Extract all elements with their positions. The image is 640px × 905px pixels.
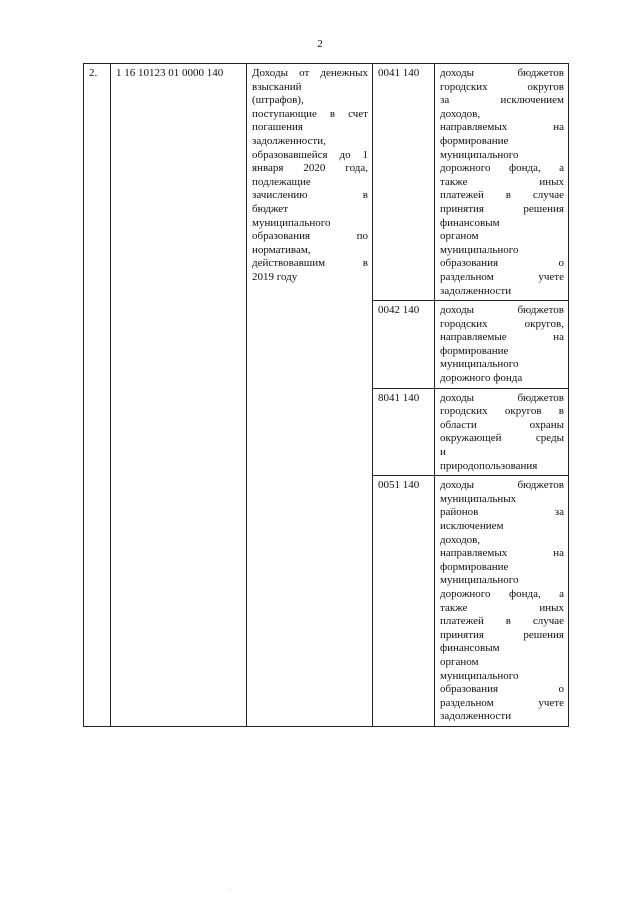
text-line: окружающей среды [440,432,564,445]
text-line: принятия решения [440,202,564,215]
budget-code-cell: 1 16 10123 01 0000 140 [111,64,247,727]
text-line: городских округов, [440,317,564,330]
text-line: за исключением [440,94,564,107]
subcode-description-cell [435,476,569,727]
text-line: муниципального [440,243,519,256]
subcode-description-text [440,304,564,386]
text-line: платежей в случае [440,189,564,202]
text-line: доходы бюджетов [440,479,564,492]
text-line: дорожного фонда [440,372,523,385]
revenue-name-text [252,67,368,285]
text-line: направляемые на [440,331,564,344]
text-line: дорожного фонда, а [440,587,564,600]
row-number-cell: 2. [84,64,111,727]
text-line: области охраны [440,418,564,431]
text-line: направляемых на [440,121,564,134]
text-line: направляемых на [440,547,564,560]
text-line: районов за [440,506,564,519]
text-line: Доходы от денежных [252,67,368,79]
text-line: погашения [252,121,303,134]
subcode-description-cell [435,64,569,301]
text-line: (штрафов), [252,94,304,107]
text-line: доходов, [440,107,481,120]
subcode-description-cell [435,301,569,389]
text-line: образования по [252,230,368,243]
text-line: муниципального [440,574,519,587]
subcode-cell: 0042 140 [373,301,435,389]
text-line: принятия решения [440,628,564,641]
text-line: муниципального [440,148,519,161]
text-line: финансовым [440,642,500,655]
text-line: действовавшим в [252,257,368,270]
bottom-mark: . [230,886,232,892]
table-row [84,64,569,301]
subcode-description-text [440,479,564,724]
text-line: платежей в случае [440,615,564,628]
text-line: образования о [440,683,564,696]
text-line: также иных [440,601,564,614]
text-line: формирование [440,134,509,147]
text-line: раздельном учете [440,696,564,709]
text-line: задолженности, [252,134,326,147]
text-line: бюджет [252,202,288,215]
text-line: городских округов в [440,405,564,418]
text-line: образовавшейся до 1 [252,148,368,161]
text-line: городских округов [440,80,564,93]
text-line: муниципального [440,358,519,371]
text-line: органом [440,230,479,243]
text-line: муниципального [440,669,519,682]
text-line: раздельном учете [440,270,564,283]
revenue-table [83,63,569,727]
text-line: поступающие в счет [252,107,368,120]
subcode-description-text [440,67,564,298]
subcode-description-cell [435,388,569,476]
text-line: доходы бюджетов [440,67,564,79]
text-line: муниципальных [440,492,517,505]
page-number: 2 [317,38,323,50]
subcode-cell: 0041 140 [373,64,435,301]
text-line: также иных [440,175,564,188]
text-line: природопользования [440,459,538,472]
text-line: подлежащие [252,175,311,188]
text-line: доходов, [440,533,481,546]
text-line: исключением [440,520,504,532]
revenue-name-cell [247,64,373,727]
text-line: доходы бюджетов [440,304,564,317]
text-line: дорожного фонда, а [440,162,564,175]
subcode-cell: 0051 140 [373,476,435,727]
text-line: образования о [440,257,564,270]
text-line: задолженности [440,284,512,297]
text-line: формирование [440,344,509,357]
text-line: формирование [440,560,509,573]
text-line: органом [440,655,479,668]
subcode-cell: 8041 140 [373,388,435,476]
text-line: доходы бюджетов [440,391,564,404]
subcode-description-text [440,392,564,474]
text-line: и [440,446,446,459]
text-line: задолженности [440,710,512,723]
text-line: января 2020 года, [252,162,368,175]
text-line: муниципального [252,216,331,229]
text-line: зачислению в [252,189,368,202]
text-line: финансовым [440,216,500,229]
text-line: нормативам, [252,243,311,256]
text-line: 2019 году [252,270,298,283]
text-line: взысканий [252,80,302,93]
